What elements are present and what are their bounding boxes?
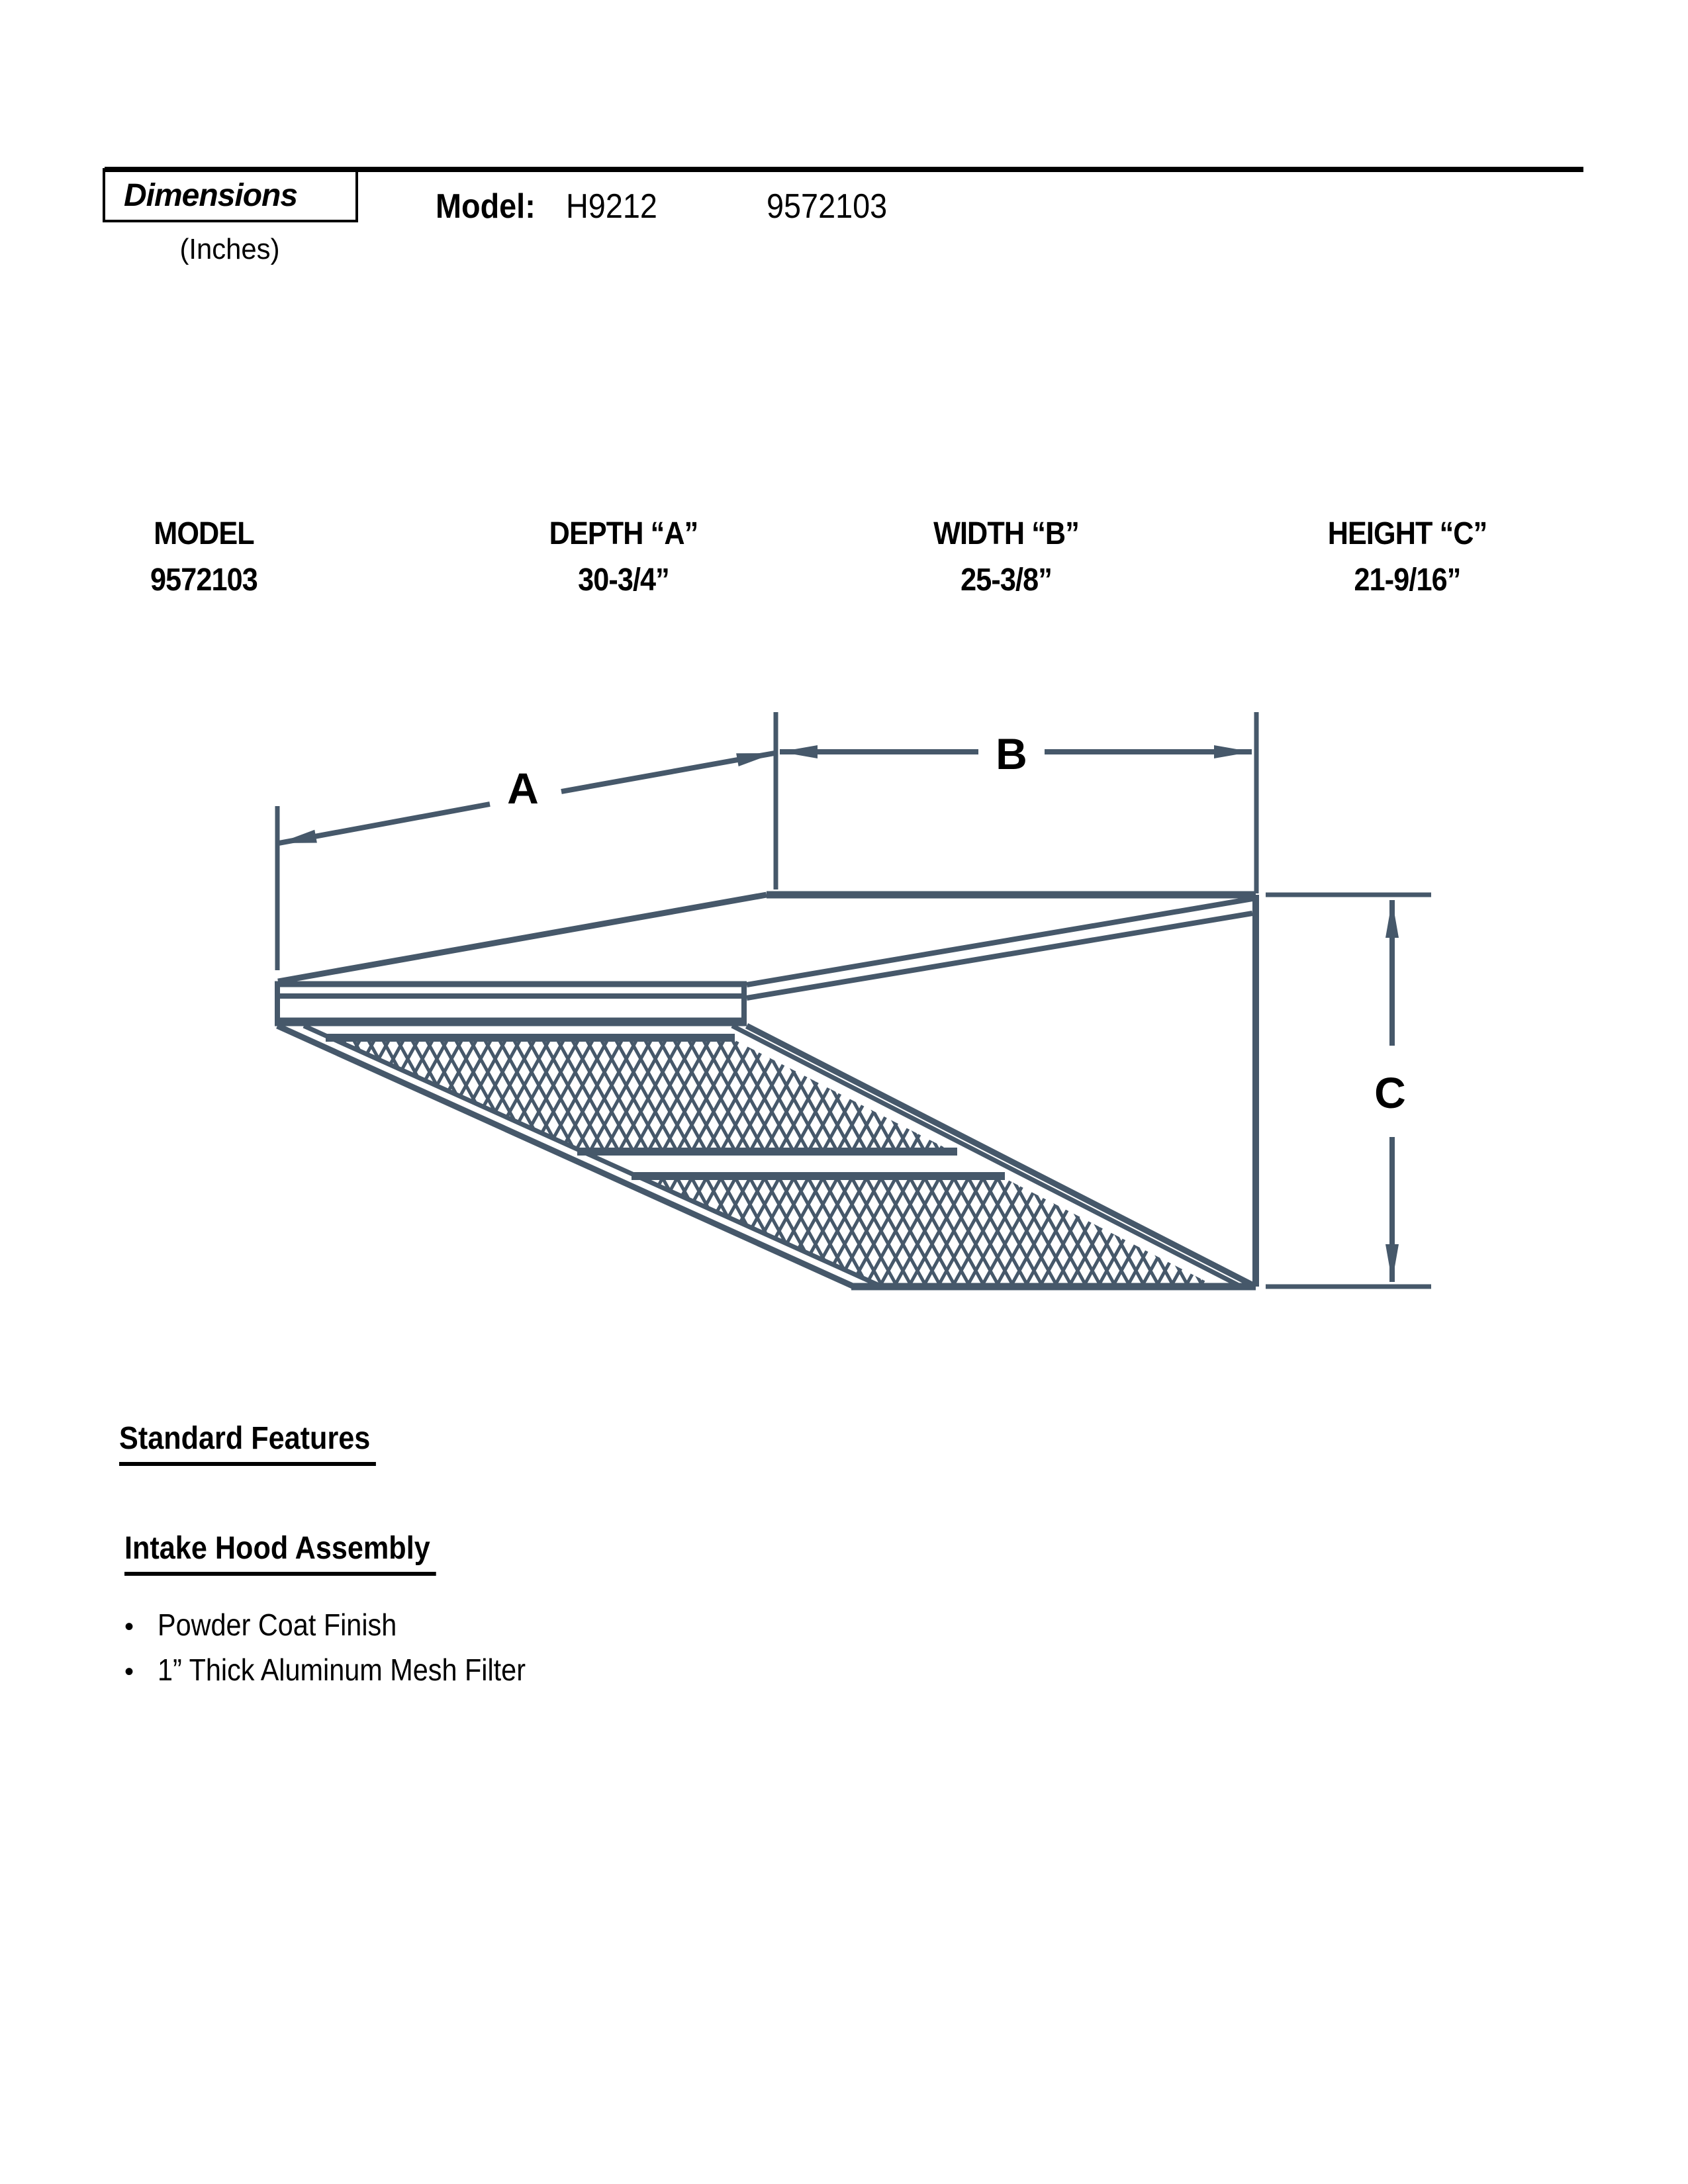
dimensions-unit-label: (Inches) (179, 233, 280, 265)
depth-label: A (507, 764, 539, 813)
hood-roof-left-edge (278, 895, 767, 981)
spec-header-depth: DEPTH “A” (549, 516, 698, 551)
diagram-linework (275, 712, 1431, 1287)
feature-text-mesh-filter: 1” Thick Aluminum Mesh Filter (158, 1653, 526, 1687)
bullet-icon: • (124, 1612, 134, 1641)
width-label: B (996, 729, 1027, 778)
spec-header-height: HEIGHT “C” (1327, 516, 1487, 551)
model-label: Model: (436, 187, 536, 226)
spec-column-width (933, 511, 1079, 604)
model-value: H9212 (566, 187, 657, 226)
hood-diagram (232, 695, 1456, 1357)
dimensions-box (103, 168, 358, 222)
spec-column-model (150, 511, 258, 604)
intake-hood-assembly-heading (124, 1530, 471, 1576)
feature-item (124, 1607, 423, 1643)
spec-value-depth: 30-3/4” (578, 563, 669, 598)
spec-header-width: WIDTH “B” (933, 516, 1079, 551)
hood-lip-edge-inner (747, 913, 1252, 998)
spec-value-model: 9572103 (150, 563, 258, 598)
spec-header-model: MODEL (154, 516, 254, 551)
feature-text-powder-coat: Powder Coat Finish (158, 1608, 397, 1642)
dimension-a-segment-1 (279, 804, 490, 843)
spec-column-height (1328, 511, 1487, 604)
standard-features-heading (119, 1420, 404, 1466)
spec-value-width: 25-3/8” (961, 563, 1052, 598)
spec-column-depth (549, 511, 698, 604)
model-number: 9572103 (767, 187, 888, 226)
intake-hood-assembly-text: Intake Hood Assembly (124, 1530, 436, 1576)
bullet-icon: • (124, 1657, 134, 1686)
feature-item (124, 1652, 567, 1688)
spec-value-height: 21-9/16” (1354, 563, 1461, 598)
hood-lip-edge-outer (747, 899, 1252, 985)
dimensions-box-title: Dimensions (124, 177, 298, 213)
standard-features-text: Standard Features (119, 1420, 376, 1466)
height-label: C (1374, 1068, 1406, 1117)
dimension-a-segment-2 (561, 753, 774, 792)
